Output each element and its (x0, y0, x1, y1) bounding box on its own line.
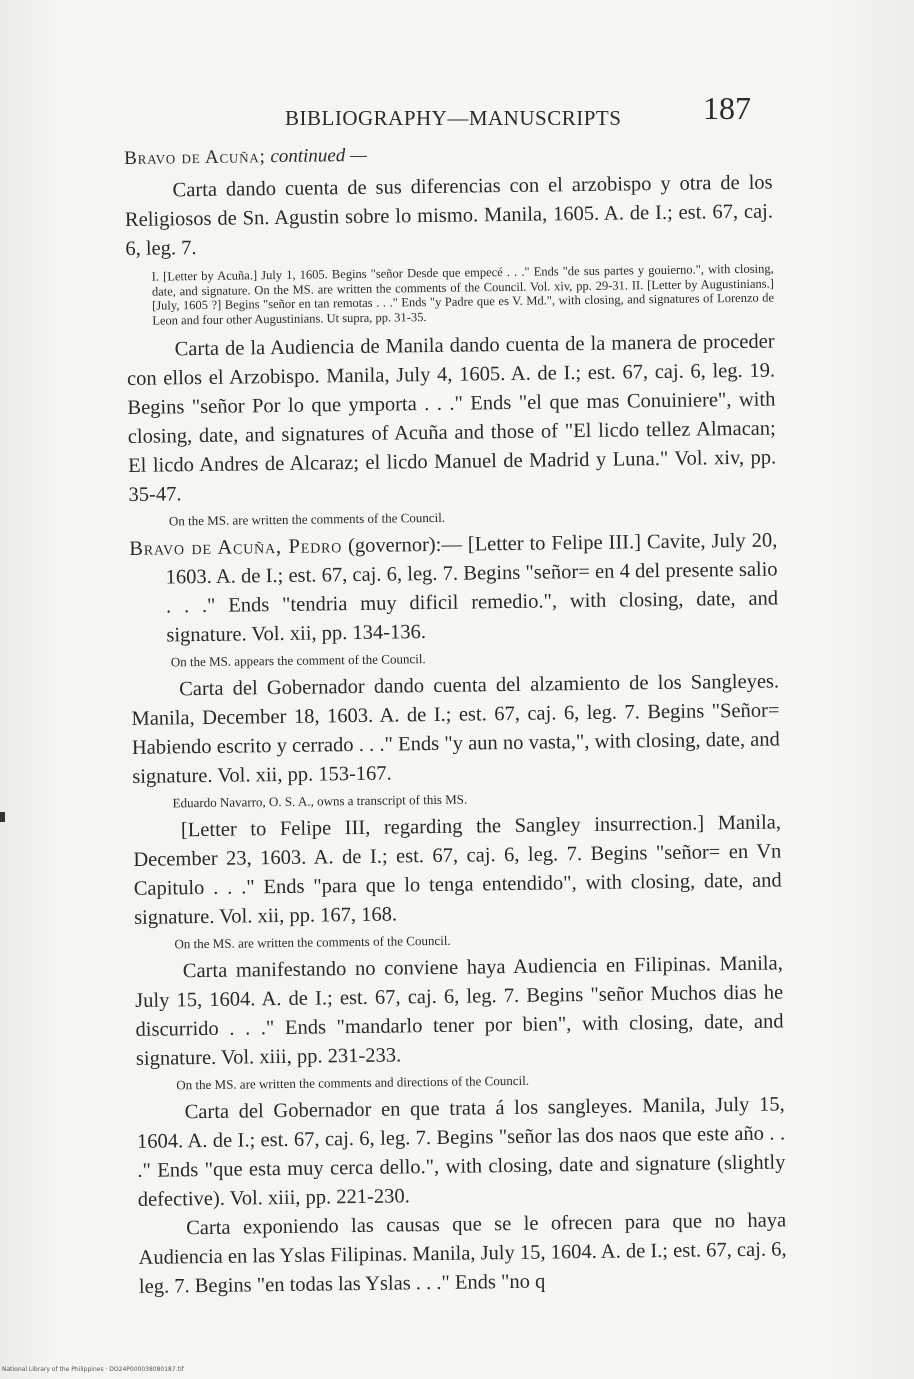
note-council-comments-2: On the MS. are written the comments of the Council. (174, 932, 451, 952)
continued-heading (124, 137, 772, 173)
entry-carta-audiencia: Carta de la Audiencia de Manila dando cuenta de la manera de proceder con ellos el Arzobispo. Manila, July 4, 1605. A. de I.; est. 67, caj. 6, leg. 19. Begins "señor Por lo que ymporta . . ." Ends "el que mas Conuiniere", with closing, date, and signatures of Acuña and those of "El licdo tellez Almacan; El licdo Andres de Alcaraz; el licdo Manuel de Madrid y Luna." Vol. xiv, pp. 35-47. (126, 330, 777, 506)
note-navarro-transcript: Eduardo Navarro, O. S. A., owns a transcript of this MS. (172, 791, 468, 811)
entry-carta-causas: Carta exponiendo las causas que se le ofrecen para que no haya Audiencia en las Yslas Filipinas. Manila, July 15, 1604. A. de I.; est. 67, caj. 6, leg. 7. Begins "en todas las Yslas . . ." Ends "no q (138, 1209, 787, 1298)
entry-carta-no-audiencia: Carta manifestando no conviene haya Audiencia en Filipinas. Manila, July 15, 1604. A. de I.; est. 67, caj. 6, leg. 7. Begins "señor Muchos dias he discurrido . . ." Ends "mandarlo tener por bien", with closing, date, and signature. Vol. xiii, pp. 231-233. (135, 952, 784, 1070)
entry-carta-alzamiento: Carta del Gobernador dando cuenta del alzamiento de los Sangleyes. Manila, December 18, 1603. A. de I.; est. 67, caj. 6, leg. 7. Begins "Señor= Habiendo escrito y cerrado . . ." Ends "y aun no vasta,", with closing, date, and signature. Vol. xii, pp. 153-167. (131, 670, 780, 788)
note-council-comment: On the MS. appears the comment of the Council. (170, 651, 426, 670)
archive-stamp: National Library of the Philippines · DO24P000038080187.tif (2, 1366, 184, 1373)
page-number: 187 (703, 90, 751, 126)
entry-carta-diferencias: Carta dando cuenta de sus diferencias con el arzobispo y otra de los Religiosos de Sn. Agustin sobre lo mismo. Manila, 1605. A. de I.; est. 67, caj. 6, leg. 7. (124, 171, 774, 260)
running-head: BIBLIOGRAPHY—MANUSCRIPTS (285, 106, 622, 130)
page-header (0, 88, 914, 138)
note-council-directions: On the MS. are written the comments and directions of the Council. (176, 1072, 530, 1093)
note-council-comments: On the MS. are written the comments of the Council. (168, 509, 446, 529)
author-name-pedro: Bravo de Acuña, Pedro (129, 535, 343, 560)
author-name: Bravo de Acuña; (124, 146, 266, 169)
note-letters-acuna-augustinians: I. [Letter by Acuña.] July 1, 1605. Begins "señor Desde que empecé . . ." Ends "de sus partes y gouierno.", with closing, date, and signature. On the MS. are written the comments of the Council. Vol. xiv, pp. 29-31. II. [Letter by Augustinians.] [July, 1605 ?] Begins "señor en tan remotas . . ." Ends "y Padre que es V. Md.", with closing, and signatures of Lorenzo de Leon and four other Augustinians. Ut supra, pp. 31-35. (151, 261, 775, 328)
entry-letter-felipe-iii: (governor):— [Letter to Felipe III.] Cavite, July 20, 1603. A. de I.; est. 67, caj. 6, leg. 7. Begins "señor= en 4 del presente salio . . ." Ends "tendria muy dificil remedio.", with closing, date, and signature. Vol. xii, pp. 134-136. (165, 529, 779, 647)
bibliography-body (124, 137, 787, 1302)
entry-bravo-de-acuna-pedro (129, 526, 778, 650)
entry-letter-sangley-insurrection: [Letter to Felipe III, regarding the Sangley insurrection.] Manila, December 23, 1603. A. de I.; est. 67, caj. 6, leg. 7. Begins "señor= en Vn Capitulo . . ." Ends "para que lo tenga entendido", with closing, date, and signature. Vol. xii, pp. 167, 168. (133, 811, 782, 929)
margin-mark (0, 812, 5, 822)
entry-carta-sangleyes: Carta del Gobernador en que trata á los sangleyes. Manila, July 15, 1604. A. de I.; est. 67, caj. 6, leg. 7. Begins "señor las dos naos que este año . . ." Ends "que esta muy cerca dello.", with closing, date and signature (slightly defective). Vol. xiii, pp. 221-230. (136, 1093, 786, 1211)
continued-label: continued — (270, 144, 368, 168)
